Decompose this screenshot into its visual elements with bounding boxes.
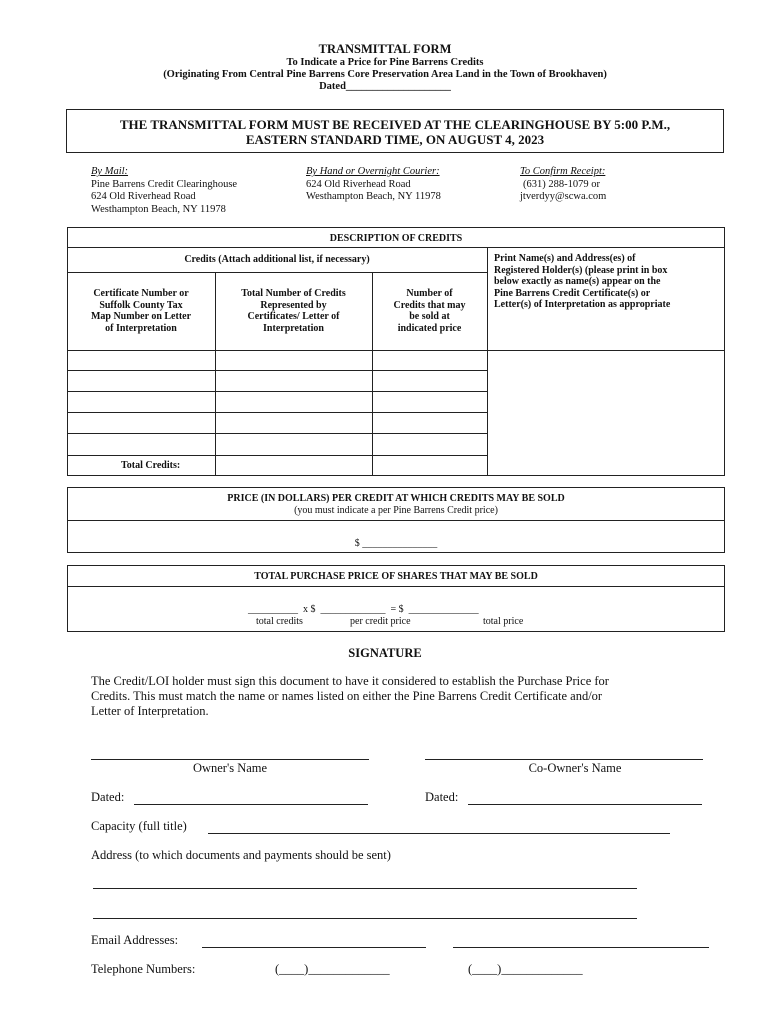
mail-label: By Mail: xyxy=(91,166,129,177)
col-certificate-header xyxy=(67,288,215,334)
mail-line: Pine Barrens Credit Clearinghouse xyxy=(91,178,238,190)
owner-name-label: Owner's Name xyxy=(192,761,268,775)
form-title: TRANSMITTAL FORM xyxy=(318,42,452,56)
hand-line: 624 Old Riverhead Road xyxy=(306,178,411,190)
contact-hand xyxy=(306,166,441,204)
contact-mail xyxy=(91,166,237,216)
box-divider xyxy=(67,520,725,521)
total-purchase-title: TOTAL PURCHASE PRICE OF SHARES THAT MAY BE SOLD xyxy=(254,571,538,582)
total-credits-caption: total credits xyxy=(256,616,303,627)
capacity-field[interactable] xyxy=(208,819,670,834)
header-line: Suffolk County Tax xyxy=(99,299,183,311)
table-divider xyxy=(67,370,487,371)
address-label: Address (to which documents and payments should be sent) xyxy=(91,848,391,862)
col-holder-header xyxy=(494,253,722,311)
coowner-dated-label: Dated: xyxy=(425,790,459,804)
contact-confirm xyxy=(520,166,606,204)
credits-table-title: DESCRIPTION OF CREDITS xyxy=(329,233,463,244)
table-divider xyxy=(67,350,725,351)
table-divider xyxy=(67,455,487,456)
owner-dated-label: Dated: xyxy=(91,790,125,804)
table-divider xyxy=(67,412,487,413)
hand-label: By Hand or Overnight Courier: xyxy=(306,166,440,177)
header-line: Interpretation xyxy=(263,322,324,334)
instruction-line: Letter of Interpretation. xyxy=(91,704,209,718)
header-line: below exactly as name(s) appear on the xyxy=(494,276,661,287)
owner-dated-field[interactable] xyxy=(134,790,368,805)
instruction-line: The Credit/LOI holder must sign this document to have it considered to establish the Purchase Price for xyxy=(91,674,609,688)
table-divider xyxy=(67,391,487,392)
hand-line: Westhampton Beach, NY 11978 xyxy=(306,191,441,202)
capacity-label: Capacity (full title) xyxy=(91,819,187,833)
header-line: Number of xyxy=(406,288,453,299)
deadline-notice xyxy=(66,109,724,153)
per-credit-price-caption: per credit price xyxy=(350,616,411,627)
confirm-email: jtverdyy@scwa.com xyxy=(520,191,607,202)
table-divider xyxy=(67,247,725,248)
mail-line: Westhampton Beach, NY 11978 xyxy=(91,203,226,215)
email-label: Email Addresses: xyxy=(91,933,179,947)
phone-field-1[interactable]: (____)_____________ xyxy=(275,962,390,976)
price-per-credit-note: (you must indicate a per Pine Barrens Credit price) xyxy=(294,505,498,516)
table-divider xyxy=(67,433,487,434)
header-line: Certificate Number or xyxy=(93,288,189,299)
table-divider xyxy=(67,272,487,273)
signature-heading: SIGNATURE xyxy=(348,646,422,660)
instruction-line: Credits. This must match the name or names listed on either the Pine Barrens Credit Certificate and/or xyxy=(91,689,603,703)
confirm-phone: (631) 288-1079 or xyxy=(523,178,600,190)
address-field-line-2[interactable] xyxy=(93,906,637,919)
col-sellable-credits-header xyxy=(372,288,487,334)
coowner-signature-line[interactable] xyxy=(425,747,703,760)
header-line: Print Name(s) and Address(es) of xyxy=(494,253,636,264)
coowner-name-label: Co-Owner's Name xyxy=(528,761,622,775)
phone-field-2[interactable]: (____)_____________ xyxy=(468,962,583,976)
price-per-credit-field[interactable]: $ _______________ xyxy=(354,538,438,549)
header-line: Represented by xyxy=(260,299,327,311)
header-line: Registered Holder(s) (please print in box xyxy=(494,264,668,276)
owner-signature-line[interactable] xyxy=(91,747,369,760)
phone-label: Telephone Numbers: xyxy=(91,962,196,976)
address-field-line-1[interactable] xyxy=(93,876,637,889)
signature-instructions xyxy=(91,674,731,719)
header-line: Certificates/ Letter of xyxy=(247,311,340,322)
header-line: Credits that may xyxy=(393,299,466,311)
email-field-2[interactable] xyxy=(453,933,709,948)
confirm-label: To Confirm Receipt: xyxy=(520,166,606,177)
header-line: Map Number on Letter xyxy=(90,311,192,322)
header-line: Letter(s) of Interpretation as appropriate xyxy=(494,299,671,310)
header-line: indicated price xyxy=(397,322,462,334)
header-line: Pine Barrens Credit Certificate(s) or xyxy=(494,287,651,299)
form-subtitle-2: (Originating From Central Pine Barrens Core Preservation Area Land in the Town of Brookhaven) xyxy=(163,69,607,80)
header-line: Total Number of Credits xyxy=(241,288,346,299)
credits-header: Credits (Attach additional list, if necessary) xyxy=(184,254,370,265)
deadline-line-1: THE TRANSMITTAL FORM MUST BE RECEIVED AT THE CLEARINGHOUSE BY 5:00 P.M., xyxy=(119,117,671,132)
total-price-caption: total price xyxy=(483,616,524,627)
price-per-credit-title: PRICE (IN DOLLARS) PER CREDIT AT WHICH CREDITS MAY BE SOLD xyxy=(227,493,565,504)
table-divider xyxy=(487,247,488,476)
header-line: of Interpretation xyxy=(105,322,177,334)
box-divider xyxy=(67,586,725,587)
total-credits-label: Total Credits: xyxy=(121,460,181,471)
mail-line: 624 Old Riverhead Road xyxy=(91,191,196,202)
form-dated: Dated____________________ xyxy=(319,81,451,92)
col-total-credits-header xyxy=(215,288,372,334)
email-field-1[interactable] xyxy=(202,933,426,948)
coowner-dated-field[interactable] xyxy=(468,790,702,805)
form-subtitle-1: To Indicate a Price for Pine Barrens Credits xyxy=(286,57,484,68)
total-purchase-formula[interactable]: __________ x $ _____________ = $ ______________ xyxy=(248,604,479,615)
header-line: be sold at xyxy=(409,311,450,322)
deadline-line-2: EASTERN STANDARD TIME, ON AUGUST 4, 2023 xyxy=(245,132,545,147)
